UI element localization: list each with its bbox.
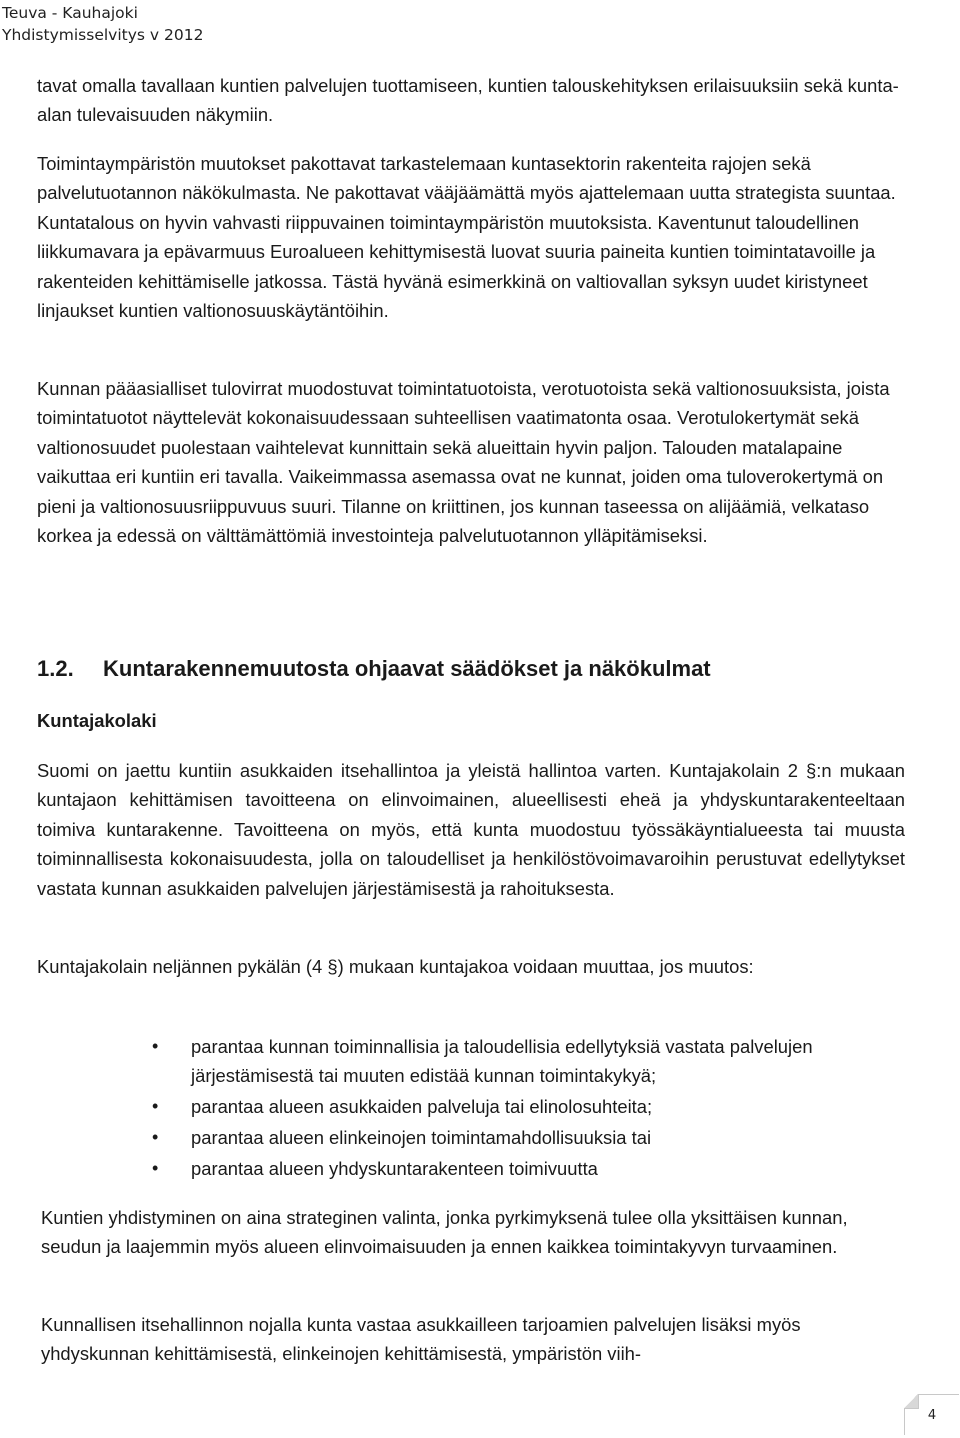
intro-paragraph-2: Toimintaympäristön muutokset pakottavat tarkastelemaan kuntasektorin rakenteita rajojen sekä palvelutuotannon näkökulmasta. Ne pakottavat vääjäämättä myös ajattelemaan uutta strategista suuntaa. Kuntatalous on hyvin vahvasti riippuvainen toimintaympäristön muutoksista. Kaventunut taloudellinen liikkumavara ja epävarmuus Euroalueen kehittymisestä luovat suuria paineita kuntien toimintatavoille ja rakenteiden kehittämiselle jatkossa. Tästä hyvänä esimerkkinä on valtiovallan syksyn uudet kiristyneet linjaukset kuntien valtionosuuskäytäntöihin. — [37, 153, 896, 322]
bullet-icon: • — [152, 1158, 159, 1179]
subsection-heading: Kuntajakolaki — [37, 710, 157, 731]
section-paragraph-2-block — [37, 952, 905, 981]
section-title: Kuntarakennemuutosta ohjaavat säädökset ja näkökulmat — [103, 656, 711, 681]
list-item-text: parantaa alueen yhdyskuntarakenteen toimivuutta — [191, 1158, 598, 1180]
criteria-list — [152, 1032, 904, 1185]
list-item — [152, 1154, 904, 1183]
page-corner-fold-icon — [904, 1394, 919, 1409]
page-number-box — [904, 1394, 959, 1435]
list-item — [152, 1092, 904, 1121]
bullet-icon: • — [152, 1036, 159, 1056]
intro-paragraph-3: Kunnan pääasialliset tulovirrat muodostuvat toimintatuotoista, verotuotoista sekä valtionosuuksista, joista toimintatuotot näyttelevät kokonaisuudessaan suhteellisen vaatimatonta osaa. Verotulokertymät sekä valtionosuudet puolestaan vaihtelevat kunnittain sekä alueittain hyvin paljon. Talouden matalapaine vaikuttaa eri kuntiin eri tavalla. Vaikeimmassa asemassa ovat ne kunnat, joiden oma tuloverokertymä on pieni ja valtionosuusriippuvuus suuri. Tilanne on kriittinen, jos kunnan taseessa on alijäämiä, velkataso korkea ja edessä on välttämättömiä investointeja palvelutuotannon ylläpitämiseksi. — [37, 378, 890, 547]
list-item-text: parantaa alueen asukkaiden palveluja tai elinolosuhteita; — [191, 1096, 653, 1118]
list-item-text: parantaa alueen elinkeinojen toimintamahdollisuuksia tai — [191, 1127, 652, 1149]
closing-paragraph-1: Kuntien yhdistyminen on aina strateginen valinta, jonka pyrkimyksenä tulee olla yksittäisen kunnan, seudun ja laajemmin myös alueen elinvoimaisuuden ja ennen kaikkea toimintakyvyn turvaaminen. — [41, 1207, 848, 1258]
list-item — [152, 1123, 904, 1152]
section-paragraph-1: Suomi on jaettu kuntiin asukkaiden itsehallintoa ja yleistä hallintoa varten. Kuntajakolain 2 §:n mukaan kuntajaon kehittämisen tavoitteena on elinvoimainen, alueellisesti eheä ja yhdyskuntarakenteeltaan toimiva kuntarakenne. Tavoitteena on myös, että kunta muodostuu työssäkäyntialueesta tai muusta toiminnallisesta kokonaisuudesta, jolla on taloudelliset ja henkilöstövoimavaroihin perustuvat edellytykset vastata kunnan asukkaiden palvelujen järjestämisestä ja rahoituksesta. — [37, 760, 905, 899]
closing-paragraph-1-block — [41, 1203, 901, 1262]
running-header — [2, 2, 203, 46]
list-item — [152, 1032, 904, 1091]
header-organization: Teuva - Kauhajoki — [2, 4, 138, 22]
bullet-icon: • — [152, 1096, 159, 1117]
intro-paragraph-1: tavat omalla tavallaan kuntien palvelujen tuottamiseen, kuntien talouskehityksen erilaisuuksiin sekä kunta-alan tulevaisuuden näkymiin. — [37, 75, 899, 126]
intro-paragraph-1-block — [37, 71, 905, 130]
section-heading — [37, 652, 711, 686]
closing-paragraph-2: Kunnallisen itsehallinnon nojalla kunta vastaa asukkailleen tarjoamien palvelujen lisäksi myös yhdyskunnan kehittämisestä, elinkeinojen kehittämisestä, ympäristön viih- — [41, 1314, 801, 1365]
intro-paragraph-2-block — [37, 149, 905, 325]
closing-paragraph-2-block — [41, 1310, 901, 1369]
section-number: 1.2. — [37, 656, 74, 681]
section-paragraph-2: Kuntajakolain neljännen pykälän (4 §) mukaan kuntajakoa voidaan muuttaa, jos muutos: — [37, 956, 754, 977]
list-item-text: parantaa kunnan toiminnallisia ja taloudellisia edellytyksiä vastata palvelujen järjestämisestä tai muuten edistää kunnan toimintakykyä; — [191, 1036, 813, 1087]
page-number: 4 — [927, 1407, 937, 1423]
header-document-title: Yhdistymisselvitys v 2012 — [2, 26, 204, 44]
section-paragraph-1-block — [37, 756, 905, 903]
bullet-icon: • — [152, 1127, 159, 1148]
intro-paragraph-3-block — [37, 374, 905, 550]
